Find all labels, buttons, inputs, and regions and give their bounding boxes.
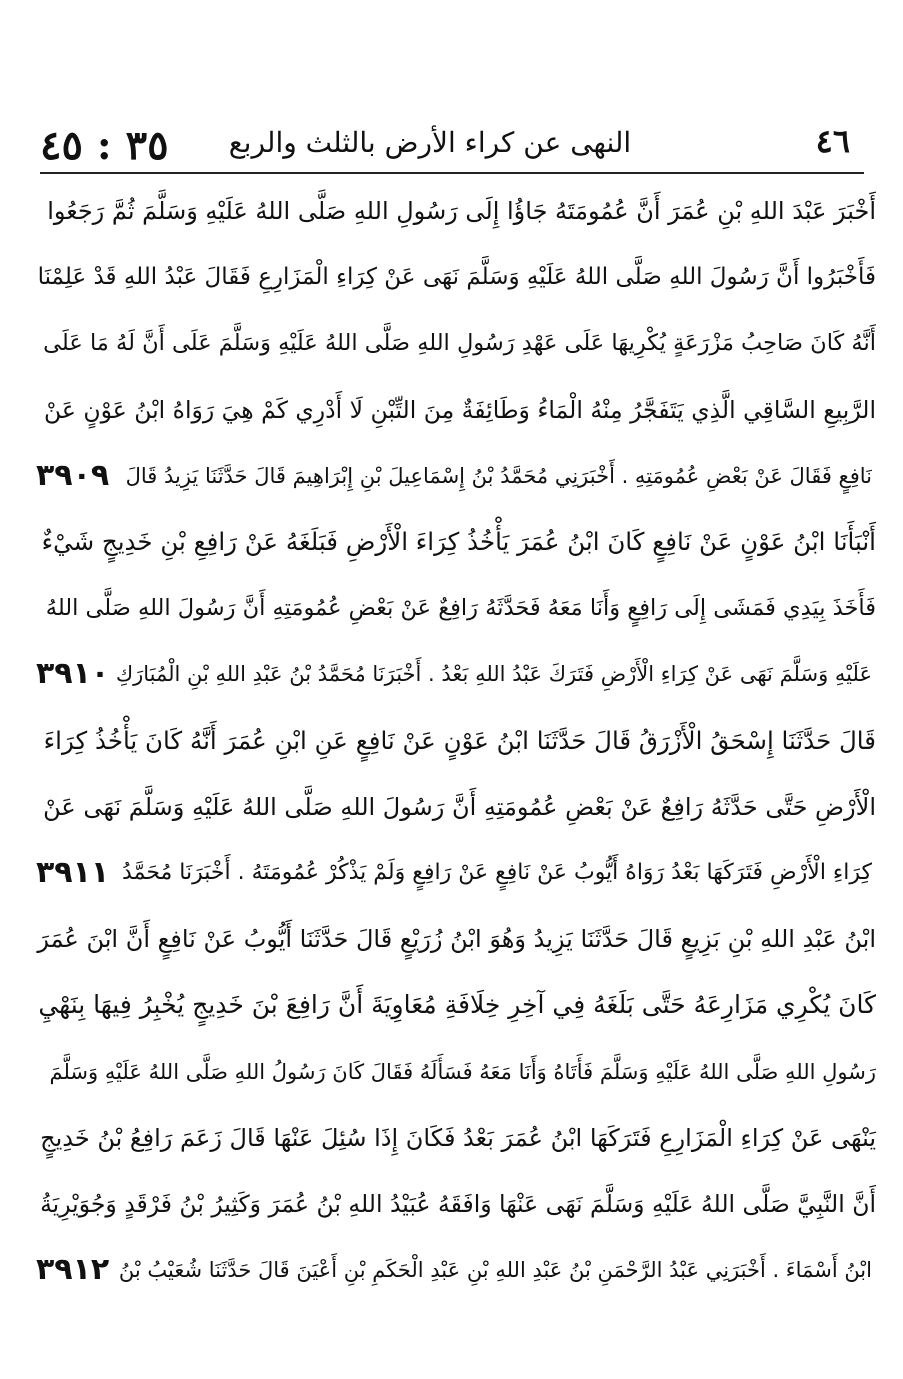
line-text: الرَّبِيعِ السَّاقِي الَّذِي يَتَفَجَّرُ مِنْهُ الْمَاءُ وَطَائِفَةٌ مِنَ التِّبْنِ لَا أَدْرِي كَمْ هِيَ رَوَاهُ ابْنُ عَوْنٍ عَنْ (43, 395, 876, 424)
text-line (36, 774, 876, 840)
text-line (36, 244, 876, 310)
text-line (36, 1039, 876, 1105)
line-text: ابْنُ أَسْمَاءَ . أَخْبَرَنِي عَبْدُ الرَّحْمَنِ بْنُ عَبْدِ اللهِ بْنِ عَبْدِ الْحَكَمِ بْنِ أَعْيَنَ قَالَ حَدَّثَنَا شُعَيْبُ بْنُ (118, 1258, 872, 1283)
text-line (36, 972, 876, 1038)
text-line (36, 310, 876, 376)
line-text: الْأَرْضِ حَتَّى حَدَّثَهُ رَافِعٌ عَنْ بَعْضِ عُمُومَتِهِ أَنَّ رَسُولَ اللهِ صَلَّى اللهُ عَلَيْهِ وَسَلَّمَ نَهَى عَنْ (43, 792, 876, 821)
line-text: أَنَّهُ كَانَ صَاحِبُ مَزْرَعَةٍ يُكْرِيهَا عَلَى عَهْدِ رَسُولِ اللهِ صَلَّى اللهُ عَلَيْهِ وَسَلَّمَ عَلَى أَنَّ لَهُ مَا عَلَى (43, 330, 876, 357)
text-line (36, 708, 876, 774)
line-text: كَانَ يُكْرِي مَزَارِعَهُ حَتَّى بَلَغَهُ فِي آخِرِ خِلَافَةِ مُعَاوِيَةَ أَنَّ رَافِعَ بْنَ خَدِيجٍ يُخْبِرُ فِيهَا بِنَهْيِ (38, 990, 876, 1020)
line-text: أَخْبَرَ عَبْدَ اللهِ بْنِ عُمَرَ أَنَّ عُمُومَتَهُ جَاؤُا إِلَى رَسُولِ اللهِ صَلَّى اللهُ عَلَيْهِ وَسَلَّمَ ثُمَّ رَجَعُوا (47, 197, 876, 225)
page-number: ٤٦ (815, 122, 850, 160)
hadith-number: ٣٩١٢ (36, 1252, 110, 1288)
text-line (36, 840, 872, 906)
header-rule (40, 172, 864, 174)
text-line (36, 377, 876, 443)
line-text: عَلَيْهِ وَسَلَّمَ نَهَى عَنْ كِرَاءِ الْأَرْضِ فَتَرَكَ عَبْدُ اللهِ بَعْدُ . أَخْبَرَنَا مُحَمَّدُ بْنُ عَبْدِ اللهِ بْنِ الْمُبَارَكِ (115, 662, 872, 687)
hadith-number: ٣٩١٠ (36, 656, 110, 692)
line-text: ابْنُ عَبْدِ اللهِ بْنِ بَزِيعٍ قَالَ حَدَّثَنَا يَزِيدُ وَهُوَ ابْنُ زُرَيْعٍ قَالَ حَدَّثَنَا أَيُّوبُ عَنْ نَافِعٍ أَنَّ ابْنَ عُمَرَ (37, 925, 876, 954)
line-text: فَأَخْبَرُوا أَنَّ رَسُولَ اللهِ صَلَّى اللهُ عَلَيْهِ وَسَلَّمَ نَهَى عَنْ كِرَاءِ الْمَزَارِعِ فَقَالَ عَبْدُ اللهِ قَدْ عَلِمْنَا (37, 264, 876, 291)
page-title: النهى عن كراء الأرض بالثلث والربع (228, 126, 632, 159)
hadith-number: ٣٩٠٩ (36, 457, 110, 493)
line-text: فَأَخَذَ بِيَدِي فَمَشَى إِلَى رَافِعٍ وَأَنَا مَعَهُ فَحَدَّثَهُ رَافِعٌ عَنْ بَعْضِ عُمُومَتِهِ أَنَّ رَسُولَ اللهِ صَلَّى اللهُ (45, 595, 876, 622)
text-line (36, 509, 876, 575)
page-header (40, 120, 862, 168)
line-text: نَافِعٍ فَقَالَ عَنْ بَعْضِ عُمُومَتِهِ . أَخْبَرَنِي مُحَمَّدُ بْنُ إِسْمَاعِيلَ بْنِ إِبْرَاهِيمَ قَالَ حَدَّثَنَا يَزِيدُ قَالَ (125, 463, 872, 488)
text-line (36, 1237, 872, 1303)
line-text: يَنْهَى عَنْ كِرَاءِ الْمَزَارِعِ فَتَرَكَهَا ابْنُ عُمَرَ بَعْدُ فَكَانَ إِذَا سُئِلَ عَنْهَا قَالَ زَعَمَ رَافِعُ بْنُ خَدِيجٍ (40, 1123, 876, 1152)
text-line (36, 1171, 876, 1237)
line-text: رَسُولِ اللهِ صَلَّى اللهُ عَلَيْهِ وَسَلَّمَ فَأَتَاهُ وَأَنَا مَعَهُ فَسَأَلَهُ فَقَالَ كَانَ رَسُولُ اللهِ صَلَّى اللهُ عَلَيْهِ وَسَلَّمَ (49, 1059, 876, 1084)
line-text: أَنْبَأَنَا ابْنُ عَوْنٍ عَنْ نَافِعٍ كَانَ ابْنُ عُمَرَ يَأْخُذُ كِرَاءَ الْأَرْضِ فَبَلَغَهُ عَنْ رَافِعِ بْنِ خَدِيجٍ شَيْءٌ (41, 527, 876, 556)
text-line (36, 641, 872, 707)
line-text: أَنَّ النَّبِيَّ صَلَّى اللهُ عَلَيْهِ وَسَلَّمَ نَهَى عَنْهَا وَافَقَهُ عُبَيْدُ اللهِ بْنُ عُمَرَ وَكَثِيرُ بْنُ فَرْقَدٍ وَجُوَيْرِيَةُ (40, 1190, 876, 1218)
text-line (36, 575, 876, 641)
text-line (36, 906, 876, 972)
hadith-text-body (36, 178, 876, 1298)
text-line (36, 178, 876, 244)
hadith-number: ٣٩١١ (36, 855, 110, 890)
text-line (36, 443, 872, 509)
line-text: قَالَ حَدَّثَنَا إِسْحَقُ الْأَزْرَقُ قَالَ حَدَّثَنَا ابْنُ عَوْنٍ عَنْ نَافِعٍ عَنِ ابْنِ عُمَرَ أَنَّهُ كَانَ يَأْخُذُ كِرَاءَ (43, 725, 876, 755)
text-line (36, 1105, 876, 1171)
line-text: كِرَاءِ الْأَرْضِ فَتَرَكَهَا بَعْدُ رَوَاهُ أَيُّوبُ عَنْ نَافِعٍ عَنْ رَافِعٍ وَلَمْ يَذْكُرْ عُمُومَتَهُ . أَخْبَرَنَا مُحَمَّدُ (122, 860, 872, 885)
chapter-reference: ٣٥ : ٤٥ (40, 122, 169, 169)
